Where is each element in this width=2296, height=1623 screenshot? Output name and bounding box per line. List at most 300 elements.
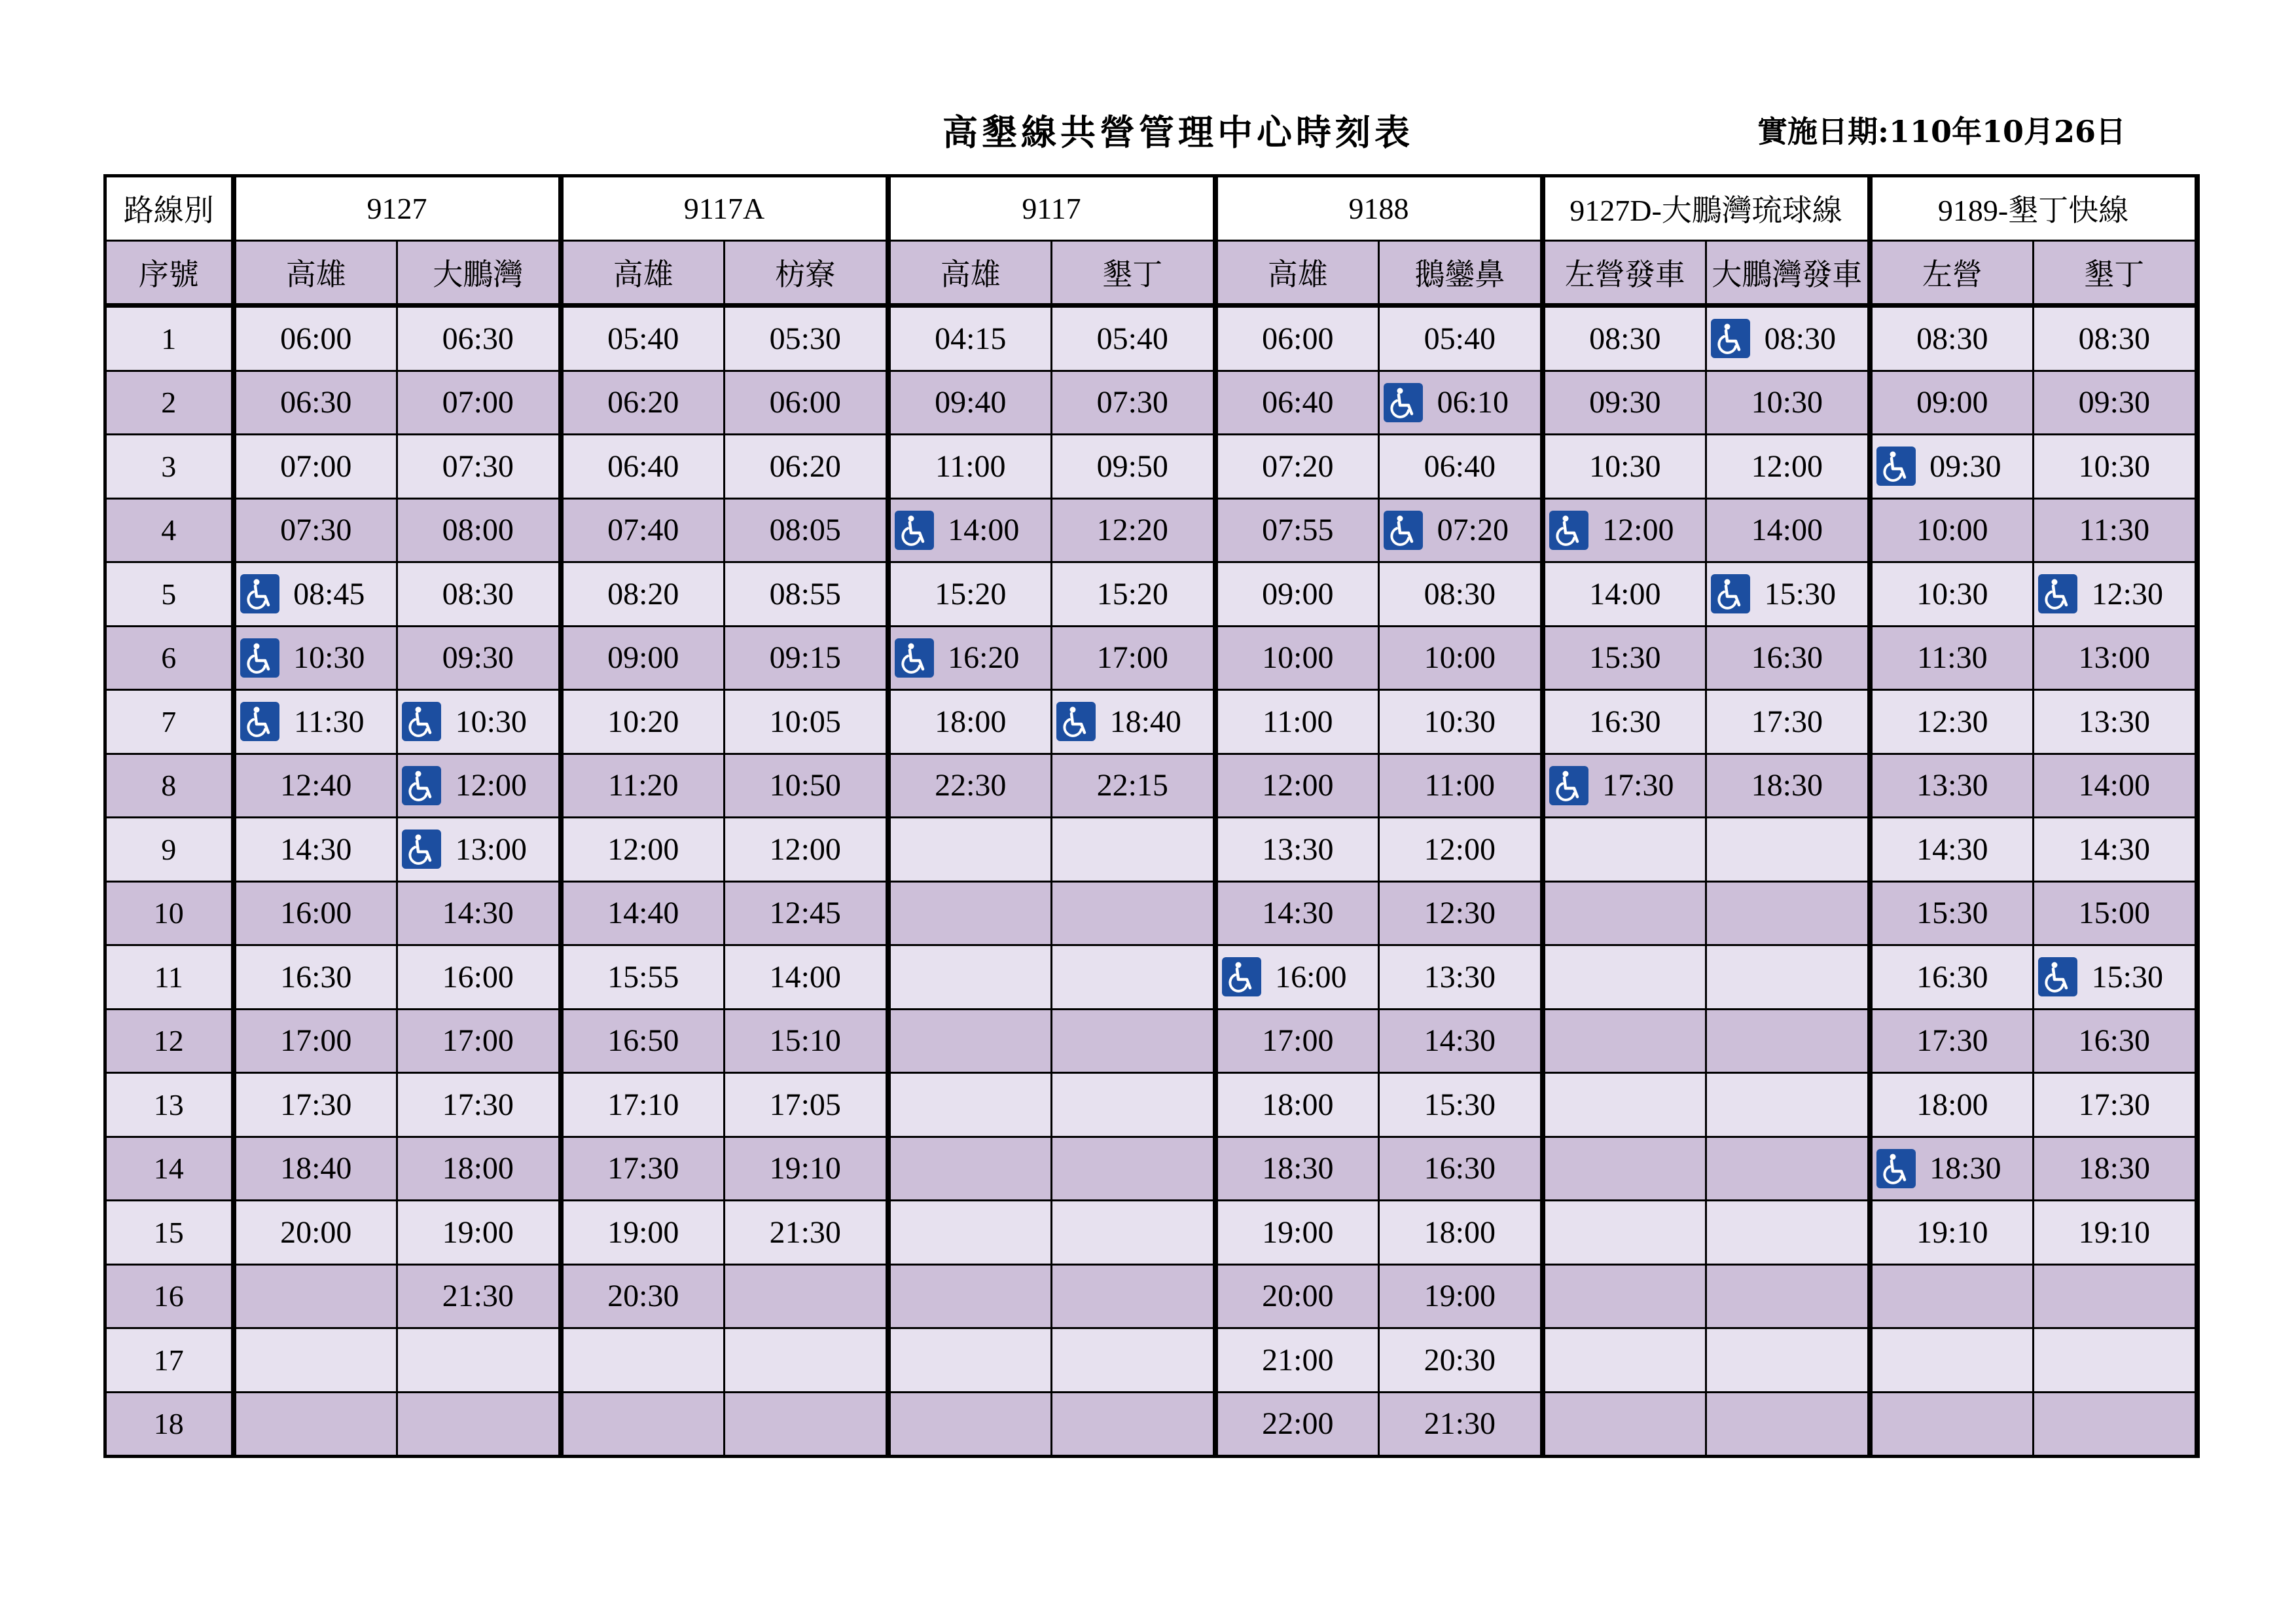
departure-cell [561, 690, 725, 754]
departure-cell [234, 1328, 397, 1393]
departure-time: 22:15 [1096, 768, 1168, 803]
departure-cell [1543, 754, 1706, 818]
departure-cell [1052, 818, 1215, 882]
departure-cell [1215, 945, 1379, 1010]
departure-cell [1706, 498, 1870, 562]
departure-cell [2034, 1264, 2197, 1328]
wheelchair-icon [2038, 957, 2077, 996]
departure-time: 18:30 [1751, 768, 1823, 803]
departure-time: 19:00 [442, 1214, 514, 1250]
departure-cell [1543, 498, 1706, 562]
departure-cell [561, 1392, 725, 1457]
departure-cell [725, 1264, 888, 1328]
departure-cell [1870, 1392, 2034, 1457]
station-name: 大鵬灣發車 [1706, 240, 1870, 306]
departure-cell [2034, 1328, 2197, 1393]
departure-cell [561, 818, 725, 882]
departure-cell [561, 626, 725, 690]
departure-cell [1706, 945, 1870, 1010]
departure-cell [1870, 1009, 2034, 1073]
departure-cell [1379, 818, 1543, 882]
wheelchair-icon [240, 702, 279, 741]
table-row [105, 1264, 2197, 1328]
route-name: 9127 [234, 176, 561, 241]
departure-time: 16:20 [948, 640, 1020, 676]
departure-cell [561, 1264, 725, 1328]
departure-time: 18:40 [1109, 704, 1181, 739]
departure-cell [561, 945, 725, 1010]
departure-cell [1870, 498, 2034, 562]
departure-time: 10:30 [2078, 448, 2150, 484]
departure-time: 14:00 [1589, 576, 1661, 611]
departure-time: 22:30 [935, 768, 1007, 803]
departure-cell [1543, 1009, 1706, 1073]
departure-cell [397, 371, 561, 435]
departure-cell [1706, 690, 1870, 754]
departure-cell [561, 435, 725, 499]
departure-cell [888, 754, 1052, 818]
departure-time: 12:00 [455, 768, 527, 803]
departure-cell [888, 306, 1052, 371]
departure-cell [1052, 626, 1215, 690]
station-name: 鵝鑾鼻 [1379, 240, 1543, 306]
departure-cell [234, 626, 397, 690]
departure-cell [1543, 945, 1706, 1010]
departure-cell [1870, 881, 2034, 945]
departure-cell [1870, 754, 2034, 818]
departure-time: 21:30 [442, 1279, 514, 1314]
row-number: 9 [105, 818, 234, 882]
departure-time: 16:30 [1916, 959, 1988, 994]
departure-cell [1052, 371, 1215, 435]
departure-time: 14:00 [2078, 768, 2150, 803]
departure-time: 19:10 [1916, 1214, 1988, 1250]
station-name: 高雄 [1215, 240, 1379, 306]
departure-time: 15:00 [2078, 896, 2150, 931]
departure-cell [725, 498, 888, 562]
departure-cell [1870, 1073, 2034, 1137]
departure-cell [2034, 435, 2197, 499]
row-number: 11 [105, 945, 234, 1010]
departure-time: 06:30 [280, 385, 352, 420]
departure-cell [1052, 1137, 1215, 1201]
departure-cell [234, 1201, 397, 1265]
wheelchair-icon [1549, 511, 1588, 550]
departure-cell [2034, 1201, 2197, 1265]
table-row [105, 1328, 2197, 1393]
departure-cell [1215, 435, 1379, 499]
departure-cell [1215, 1392, 1379, 1457]
departure-time: 19:00 [1262, 1214, 1334, 1250]
departure-time: 10:00 [1916, 513, 1988, 548]
departure-cell [561, 754, 725, 818]
departure-cell [1706, 754, 1870, 818]
departure-cell [888, 371, 1052, 435]
departure-cell [1379, 498, 1543, 562]
table-row [105, 1073, 2197, 1137]
route-name: 9117A [561, 176, 888, 241]
departure-cell [888, 562, 1052, 627]
departure-cell [561, 1009, 725, 1073]
departure-time: 13:00 [2078, 640, 2150, 676]
row-number: 8 [105, 754, 234, 818]
row-number: 10 [105, 881, 234, 945]
departure-cell [1870, 371, 2034, 435]
departure-cell [234, 306, 397, 371]
departure-time: 12:00 [1262, 768, 1334, 803]
wheelchair-icon [240, 638, 279, 678]
departure-cell [1706, 1009, 1870, 1073]
departure-cell [1706, 1392, 1870, 1457]
departure-time: 05:40 [1424, 321, 1496, 356]
departure-time: 10:30 [293, 640, 365, 676]
departure-cell [1379, 690, 1543, 754]
departure-time: 15:30 [1589, 640, 1661, 676]
departure-time: 12:00 [1602, 513, 1674, 548]
departure-time: 11:00 [1424, 768, 1496, 803]
departure-cell [1870, 306, 2034, 371]
departure-time: 06:20 [607, 385, 679, 420]
departure-cell [725, 435, 888, 499]
departure-cell [561, 498, 725, 562]
departure-time: 05:40 [1096, 321, 1168, 356]
departure-time: 06:20 [769, 448, 841, 484]
departure-time: 10:30 [455, 704, 527, 739]
departure-cell [234, 498, 397, 562]
departure-time: 12:00 [1751, 448, 1823, 484]
table-row [105, 1201, 2197, 1265]
wheelchair-icon [1876, 1149, 1916, 1188]
departure-time: 09:00 [1916, 385, 1988, 420]
departure-time: 18:30 [1929, 1151, 2001, 1186]
departure-time: 12:00 [1424, 831, 1496, 867]
departure-time: 10:30 [1424, 704, 1496, 739]
departure-time: 07:30 [442, 448, 514, 484]
departure-cell [1052, 1201, 1215, 1265]
departure-time: 14:00 [948, 513, 1020, 548]
station-name: 大鵬灣 [397, 240, 561, 306]
row-number: 2 [105, 371, 234, 435]
departure-cell [397, 1328, 561, 1393]
departure-cell [561, 562, 725, 627]
departure-time: 12:00 [607, 831, 679, 867]
wheelchair-icon [240, 574, 279, 613]
station-name: 高雄 [234, 240, 397, 306]
row-number: 3 [105, 435, 234, 499]
departure-time: 14:30 [1916, 831, 1988, 867]
wheelchair-icon [895, 511, 934, 550]
departure-cell [1215, 306, 1379, 371]
departure-time: 10:00 [1424, 640, 1496, 676]
departure-time: 12:20 [1096, 513, 1168, 548]
departure-cell [234, 562, 397, 627]
departure-cell [888, 1009, 1052, 1073]
departure-cell [397, 1137, 561, 1201]
departure-time: 17:30 [2078, 1087, 2150, 1122]
departure-time: 09:50 [1096, 448, 1168, 484]
row-number: 4 [105, 498, 234, 562]
departure-time: 17:30 [280, 1087, 352, 1122]
departure-time: 13:30 [1262, 831, 1334, 867]
departure-time: 11:30 [293, 704, 365, 739]
departure-cell [1543, 306, 1706, 371]
departure-cell [397, 1264, 561, 1328]
departure-time: 08:20 [607, 576, 679, 611]
departure-time: 10:30 [1751, 385, 1823, 420]
departure-cell [1379, 1073, 1543, 1137]
departure-cell [2034, 562, 2197, 627]
departure-cell [1052, 690, 1215, 754]
departure-cell [1052, 435, 1215, 499]
departure-cell [1052, 754, 1215, 818]
departure-time: 12:45 [769, 896, 841, 931]
departure-cell [1215, 881, 1379, 945]
departure-cell [1870, 818, 2034, 882]
departure-time: 19:10 [769, 1151, 841, 1186]
departure-cell [1543, 1392, 1706, 1457]
station-name: 高雄 [888, 240, 1052, 306]
departure-time: 18:30 [2078, 1151, 2150, 1186]
departure-time: 08:30 [2078, 321, 2150, 356]
departure-cell [234, 1137, 397, 1201]
departure-time: 20:30 [607, 1279, 679, 1314]
departure-cell [1215, 1264, 1379, 1328]
departure-cell [725, 1392, 888, 1457]
departure-time: 08:30 [1764, 321, 1836, 356]
departure-cell [725, 1009, 888, 1073]
departure-cell [397, 626, 561, 690]
departure-cell [725, 1328, 888, 1393]
departure-time: 12:30 [2091, 576, 2163, 611]
table-row [105, 1392, 2197, 1457]
departure-time: 13:30 [1424, 959, 1496, 994]
departure-cell [1543, 1328, 1706, 1393]
table-row [105, 562, 2197, 627]
departure-time: 21:30 [1424, 1406, 1496, 1442]
departure-time: 06:10 [1437, 385, 1509, 420]
departure-cell [234, 1264, 397, 1328]
departure-cell [2034, 1009, 2197, 1073]
departure-cell [888, 945, 1052, 1010]
route-name: 9189-墾丁快線 [1870, 176, 2197, 241]
departure-time: 09:30 [442, 640, 514, 676]
departure-time: 17:30 [1916, 1023, 1988, 1059]
departure-time: 06:40 [1262, 385, 1334, 420]
departure-cell [1215, 1328, 1379, 1393]
departure-cell [725, 818, 888, 882]
departure-time: 11:30 [2079, 513, 2150, 548]
departure-time: 12:30 [1424, 896, 1496, 931]
departure-cell [234, 690, 397, 754]
departure-cell [561, 306, 725, 371]
departure-cell [1215, 690, 1379, 754]
departure-time: 19:10 [2078, 1214, 2150, 1250]
departure-time: 15:30 [1916, 896, 1988, 931]
departure-cell [888, 1137, 1052, 1201]
departure-time: 07:55 [1262, 513, 1334, 548]
departure-time: 13:00 [455, 831, 527, 867]
departure-time: 20:30 [1424, 1342, 1496, 1377]
departure-time: 09:15 [769, 640, 841, 676]
departure-cell [397, 1201, 561, 1265]
departure-cell [1215, 1009, 1379, 1073]
departure-time: 09:30 [1589, 385, 1661, 420]
row-number: 17 [105, 1328, 234, 1393]
departure-time: 07:40 [607, 513, 679, 548]
route-header-row [105, 176, 2197, 241]
departure-cell [1706, 306, 1870, 371]
departure-cell [1215, 1073, 1379, 1137]
departure-time: 18:00 [1916, 1087, 1988, 1122]
departure-time: 05:40 [607, 321, 679, 356]
departure-cell [1543, 562, 1706, 627]
departure-cell [561, 1073, 725, 1137]
row-number: 18 [105, 1392, 234, 1457]
wheelchair-icon [1711, 319, 1750, 358]
departure-time: 06:00 [769, 385, 841, 420]
departure-cell [1215, 1201, 1379, 1265]
departure-cell [234, 754, 397, 818]
departure-time: 17:30 [442, 1087, 514, 1122]
departure-cell [1870, 435, 2034, 499]
seq-label: 序號 [105, 240, 234, 306]
departure-cell [725, 1137, 888, 1201]
departure-cell [1870, 1137, 2034, 1201]
departure-time: 07:00 [280, 448, 352, 484]
departure-cell [725, 881, 888, 945]
route-name: 9117 [888, 176, 1215, 241]
departure-cell [1706, 1264, 1870, 1328]
wheelchair-icon [1222, 957, 1261, 996]
table-row [105, 626, 2197, 690]
departure-time: 17:30 [1751, 704, 1823, 739]
table-row [105, 818, 2197, 882]
departure-cell [234, 818, 397, 882]
departure-cell [397, 754, 561, 818]
page-title: 高墾線共營管理中心時刻表 [942, 111, 1414, 153]
departure-cell [1706, 626, 1870, 690]
wheelchair-icon [1384, 511, 1423, 550]
departure-time: 09:30 [2078, 385, 2150, 420]
departure-time: 15:10 [769, 1023, 841, 1059]
departure-time: 19:00 [607, 1214, 679, 1250]
departure-cell [1543, 626, 1706, 690]
station-name: 墾丁 [1052, 240, 1215, 306]
row-number: 7 [105, 690, 234, 754]
row-number: 13 [105, 1073, 234, 1137]
departure-time: 17:30 [1602, 768, 1674, 803]
departure-cell [725, 945, 888, 1010]
departure-time: 15:30 [2091, 959, 2163, 994]
departure-cell [1052, 498, 1215, 562]
departure-cell [561, 1328, 725, 1393]
departure-cell [1215, 1137, 1379, 1201]
departure-time: 17:05 [769, 1087, 841, 1122]
departure-cell [234, 1073, 397, 1137]
departure-cell [397, 818, 561, 882]
departure-time: 14:30 [442, 896, 514, 931]
departure-time: 14:30 [280, 831, 352, 867]
departure-cell [397, 945, 561, 1010]
departure-cell [2034, 1392, 2197, 1457]
departure-cell [561, 881, 725, 945]
departure-time: 17:10 [607, 1087, 679, 1122]
departure-cell [725, 371, 888, 435]
departure-cell [888, 1073, 1052, 1137]
departure-time: 18:00 [935, 704, 1007, 739]
departure-time: 08:45 [293, 576, 365, 611]
wheelchair-icon [2038, 574, 2077, 613]
departure-cell [1052, 1328, 1215, 1393]
departure-time: 15:30 [1424, 1087, 1496, 1122]
departure-time: 16:00 [280, 896, 352, 931]
departure-time: 06:30 [442, 321, 514, 356]
departure-time: 07:20 [1437, 513, 1509, 548]
departure-time: 07:00 [442, 385, 514, 420]
departure-cell [1379, 881, 1543, 945]
departure-cell [2034, 626, 2197, 690]
row-number: 12 [105, 1009, 234, 1073]
table-row [105, 1137, 2197, 1201]
row-number: 16 [105, 1264, 234, 1328]
departure-time: 14:00 [1751, 513, 1823, 548]
departure-time: 09:00 [1262, 576, 1334, 611]
station-header-row [105, 240, 2197, 306]
departure-time: 19:00 [1424, 1279, 1496, 1314]
departure-cell [1379, 1201, 1543, 1265]
station-name: 高雄 [561, 240, 725, 306]
departure-cell [1215, 371, 1379, 435]
timetable [103, 174, 2200, 1458]
departure-time: 21:30 [769, 1214, 841, 1250]
departure-time: 18:00 [442, 1151, 514, 1186]
departure-cell [1706, 881, 1870, 945]
departure-cell [1543, 371, 1706, 435]
departure-cell [1379, 1264, 1543, 1328]
departure-time: 10:30 [1589, 448, 1661, 484]
departure-time: 15:20 [1096, 576, 1168, 611]
table-row [105, 371, 2197, 435]
departure-cell [1052, 306, 1215, 371]
departure-cell [1870, 1201, 2034, 1265]
departure-cell [561, 371, 725, 435]
departure-cell [1052, 1009, 1215, 1073]
departure-time: 12:30 [1916, 704, 1988, 739]
departure-cell [1706, 1073, 1870, 1137]
departure-time: 14:30 [1424, 1023, 1496, 1059]
departure-time: 09:40 [935, 385, 1007, 420]
departure-time: 14:00 [769, 959, 841, 994]
departure-time: 04:15 [935, 321, 1007, 356]
departure-cell [1215, 498, 1379, 562]
departure-cell [1543, 1073, 1706, 1137]
departure-cell [234, 1009, 397, 1073]
departure-time: 16:00 [442, 959, 514, 994]
departure-cell [234, 1392, 397, 1457]
departure-time: 06:00 [1262, 321, 1334, 356]
row-number: 6 [105, 626, 234, 690]
departure-time: 17:00 [280, 1023, 352, 1059]
station-name: 左營發車 [1543, 240, 1706, 306]
departure-cell [1052, 945, 1215, 1010]
wheelchair-icon [1549, 766, 1588, 805]
departure-cell [1215, 754, 1379, 818]
departure-cell [1543, 881, 1706, 945]
row-number: 14 [105, 1137, 234, 1201]
wheelchair-icon [402, 766, 441, 805]
departure-cell [2034, 498, 2197, 562]
row-number: 5 [105, 562, 234, 627]
